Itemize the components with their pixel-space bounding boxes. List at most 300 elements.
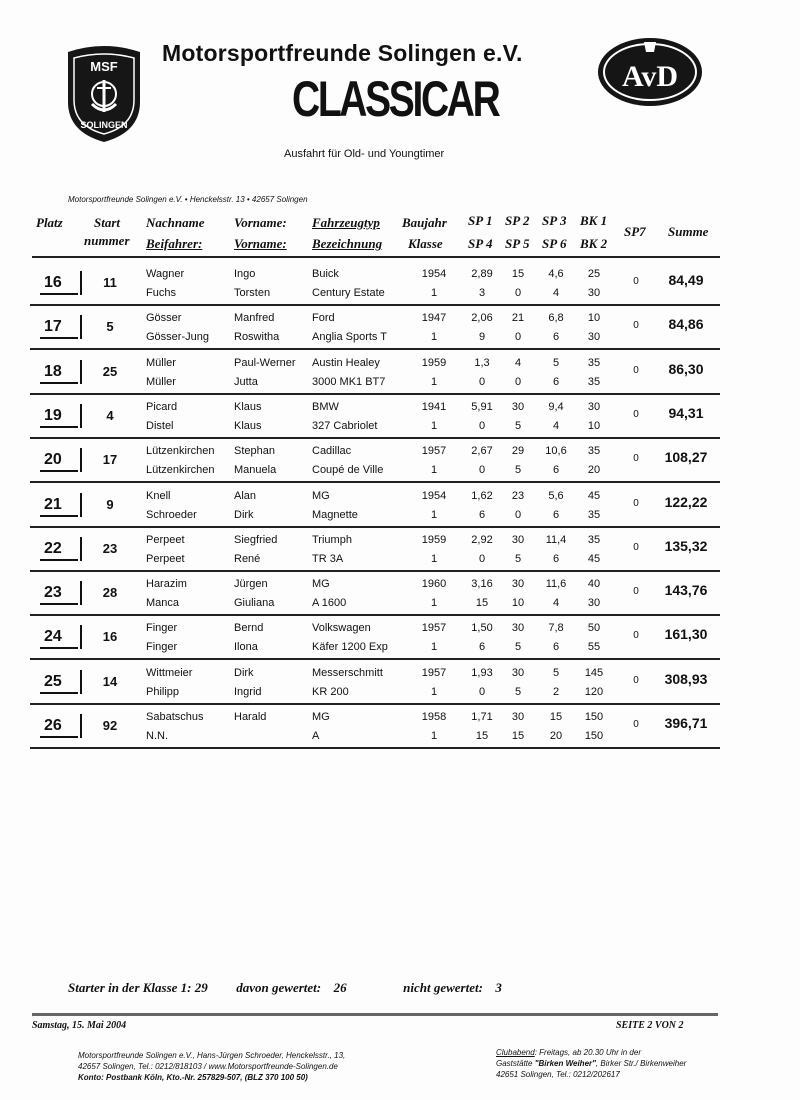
sp4-value: 9	[478, 331, 486, 344]
sp3-value: 15	[549, 711, 563, 723]
nachname-value: Müller	[146, 356, 176, 369]
beifahrer-value: Perpeet	[146, 552, 185, 565]
summe-value: 122,22	[664, 493, 708, 510]
startnummer-value: 16	[102, 629, 118, 645]
col-baujahr: Baujahr	[402, 215, 447, 230]
sp7-value: 0	[633, 364, 639, 376]
fahrzeugtyp-value: MG	[312, 711, 330, 723]
footer-right-line-3: 42651 Solingen, Tel.: 0212/202617	[496, 1070, 620, 1079]
sp6-value: 6	[552, 331, 560, 344]
sp2-value: 30	[511, 666, 525, 679]
platz-underline	[40, 337, 78, 339]
footer-right-line-2b: "Birken Weiher"	[534, 1059, 596, 1068]
nachname-value: Gösser	[146, 312, 182, 325]
sp3-value: 11,4	[545, 533, 567, 546]
sp6-value: 2	[552, 685, 560, 698]
summe-value: 86,30	[668, 360, 704, 377]
sp7-value: 0	[633, 674, 639, 686]
col-nachname: Nachname	[146, 215, 205, 230]
beifahrer-value: Lützenkirchen	[146, 464, 215, 477]
baujahr-value: 1954	[421, 268, 447, 280]
sp2-value: 30	[511, 622, 525, 635]
klasse-value: 1	[430, 287, 438, 299]
col-bezeichnung: Bezeichnung	[312, 236, 383, 251]
bk1-value: 35	[587, 356, 601, 369]
event-title: CLASSICAR	[292, 71, 499, 127]
sp6-value: 6	[552, 464, 560, 477]
sp3-value: 7,8	[548, 622, 564, 635]
sp1-value: 5,91	[471, 400, 493, 413]
bk2-value: 120	[584, 685, 604, 698]
summe-value: 84,49	[668, 272, 704, 288]
sp6-value: 6	[552, 641, 560, 654]
platz-underline	[40, 692, 78, 694]
bezeichnung-value: TR 3A	[312, 552, 344, 565]
sp7-value: 0	[633, 276, 639, 287]
fahrzeugtyp-value: Austin Healey	[312, 356, 380, 369]
sp5-value: 0	[514, 508, 522, 521]
platz-underline	[40, 559, 78, 561]
summe-value: 94,31	[668, 404, 704, 421]
vorname-value: Jürgen	[234, 578, 268, 591]
bk2-value: 35	[587, 508, 601, 521]
startnummer-value: 92	[102, 718, 118, 733]
bk1-value: 30	[587, 400, 601, 413]
footer-left-line-3: Konto: Postbank Köln, Kto.-Nr. 257829-507, (BLZ 370 100 50)	[78, 1073, 308, 1082]
sp3-value: 5,6	[548, 489, 564, 502]
sp6-value: 4	[552, 287, 560, 299]
platz-box	[38, 581, 82, 605]
vorname-value: Stephan	[234, 445, 275, 458]
platz-tick	[80, 625, 82, 649]
col-sp7: SP7	[624, 224, 646, 239]
baujahr-value: 1959	[421, 533, 447, 546]
platz-box	[38, 493, 82, 517]
sp3-value: 4,6	[548, 268, 564, 280]
sp2-value: 21	[511, 312, 525, 325]
vorname-value: Paul-Werner	[234, 356, 296, 369]
platz-underline	[40, 470, 78, 472]
col-start: Start	[94, 215, 121, 230]
col-bk1: BK 1	[580, 213, 608, 228]
bezeichnung-value: Century Estate	[312, 287, 385, 299]
col-fahrzeugtyp: Fahrzeugtyp	[312, 215, 380, 230]
sp1-value: 1,93	[471, 666, 493, 679]
vorname-beifahrer-value: Torsten	[234, 287, 271, 299]
platz-tick	[80, 493, 82, 517]
klasse-value: 1	[430, 331, 438, 344]
beifahrer-value: Finger	[146, 641, 178, 654]
sp5-value: 0	[514, 375, 522, 388]
fahrzeugtyp-value: Ford	[312, 312, 335, 325]
platz-tick	[80, 404, 82, 428]
platz-value: 26	[44, 717, 62, 734]
bk2-value: 45	[587, 552, 601, 565]
bk2-value: 10	[587, 419, 601, 432]
col-vorname-beifahrer: Vorname:	[234, 236, 287, 251]
sp1-value: 1,3	[474, 356, 490, 369]
startnummer-value: 4	[106, 407, 114, 423]
col-summe: Summe	[668, 224, 709, 239]
summe-value: 161,30	[664, 626, 708, 643]
fahrzeugtyp-value: Buick	[312, 268, 339, 280]
table-row	[30, 570, 720, 616]
bezeichnung-value: A 1600	[312, 597, 347, 610]
beifahrer-value: Fuchs	[146, 287, 176, 299]
table-row	[30, 437, 720, 483]
sp1-value: 2,06	[471, 312, 493, 325]
nachname-value: Wittmeier	[146, 666, 193, 679]
platz-tick	[80, 670, 82, 694]
vorname-beifahrer-value: Giuliana	[234, 597, 275, 610]
sp1-value: 1,71	[471, 711, 493, 723]
starter-summary	[68, 980, 502, 996]
fahrzeugtyp-value: Cadillac	[312, 445, 352, 458]
fahrzeugtyp-value: Volkswagen	[312, 622, 371, 635]
clubabend-label: Clubabend	[496, 1048, 535, 1057]
platz-tick	[80, 271, 82, 295]
fahrzeugtyp-value: Messerschmitt	[312, 666, 383, 679]
sp4-value: 6	[478, 641, 486, 654]
table-row	[30, 703, 720, 749]
startnummer-value: 11	[103, 275, 117, 290]
platz-underline	[40, 293, 78, 295]
col-startnummer: nummer	[84, 233, 130, 248]
platz-tick	[80, 360, 82, 384]
vorname-beifahrer-value: Manuela	[234, 464, 277, 477]
baujahr-value: 1957	[421, 445, 447, 458]
starter-value: 29	[194, 980, 208, 995]
bk1-value: 10	[587, 312, 601, 325]
vorname-beifahrer-value: Jutta	[234, 375, 258, 388]
baujahr-value: 1957	[421, 666, 447, 679]
summe-value: 108,27	[664, 449, 708, 466]
address-line: Motorsportfreunde Solingen e.V. • Henckelsstr. 13 • 42657 Solingen	[68, 195, 308, 204]
baujahr-value: 1959	[421, 356, 447, 369]
baujahr-value: 1947	[421, 312, 447, 325]
vorname-value: Klaus	[234, 400, 262, 413]
sp4-value: 0	[478, 552, 486, 565]
sp4-value: 0	[478, 419, 486, 432]
vorname-value: Manfred	[234, 312, 275, 325]
sp3-value: 9,4	[548, 400, 564, 413]
beifahrer-value: Gösser-Jung	[146, 331, 209, 344]
sp4-value: 3	[478, 287, 486, 299]
sp7-value: 0	[633, 541, 639, 553]
sp5-value: 10	[511, 597, 525, 610]
gewertet-value: 26	[333, 980, 347, 995]
bk1-value: 145	[584, 666, 604, 679]
bezeichnung-value: Anglia Sports T	[312, 331, 388, 344]
klasse-value: 1	[430, 730, 438, 742]
klasse-value: 1	[430, 597, 438, 610]
bk2-value: 30	[587, 597, 601, 610]
fahrzeugtyp-value: MG	[312, 489, 330, 502]
table-row	[30, 393, 720, 439]
col-platz: Platz	[36, 215, 63, 230]
platz-tick	[80, 315, 82, 339]
table-row	[30, 349, 720, 395]
footer-page-number: SEITE 2 VON 2	[616, 1020, 684, 1031]
vorname-value: Ingo	[234, 268, 256, 280]
bezeichnung-value: Coupé de Ville	[312, 464, 384, 477]
sp2-value: 4	[514, 356, 522, 369]
sp6-value: 4	[552, 419, 560, 432]
bk1-value: 35	[587, 533, 601, 546]
sp1-value: 2,89	[471, 268, 493, 280]
startnummer-value: 25	[102, 363, 118, 379]
nachname-value: Picard	[146, 400, 178, 413]
platz-value: 22	[44, 539, 62, 557]
sp3-value: 5	[552, 666, 560, 679]
sp2-value: 29	[511, 445, 525, 458]
sp2-value: 15	[511, 268, 525, 280]
footer-right-line-2c: , Birker Str./ Birkenweiher	[595, 1059, 687, 1068]
vorname-beifahrer-value: Dirk	[234, 508, 254, 521]
klasse-value: 1	[430, 464, 438, 477]
table-row	[30, 304, 720, 350]
col-sp3: SP 3	[542, 213, 567, 228]
nachname-value: Finger	[146, 622, 178, 635]
sp7-value: 0	[633, 630, 639, 642]
sp3-value: 5	[552, 356, 560, 369]
sp4-value: 15	[475, 597, 489, 610]
bk1-value: 40	[587, 578, 601, 591]
platz-tick	[80, 537, 82, 561]
nicht-gewertet-label: nicht gewertet:	[403, 980, 483, 995]
platz-box	[38, 670, 82, 694]
sp5-value: 5	[514, 464, 522, 477]
avd-logo	[596, 36, 704, 108]
bk1-value: 35	[587, 445, 601, 458]
sp4-value: 0	[478, 685, 486, 698]
sp6-value: 20	[549, 730, 563, 742]
nachname-value: Perpeet	[146, 533, 185, 546]
platz-value: 16	[44, 274, 62, 291]
sp5-value: 0	[514, 331, 522, 344]
bk1-value: 45	[587, 489, 601, 502]
baujahr-value: 1960	[421, 578, 447, 591]
bk1-value: 150	[584, 711, 604, 723]
footer-left-line-1: Motorsportfreunde Solingen e.V., Hans-Jürgen Schroeder, Henckelsstr., 13,	[78, 1051, 346, 1060]
platz-underline	[40, 515, 78, 517]
summe-value: 84,86	[668, 316, 704, 333]
footer-left-line-2: 42657 Solingen, Tel.: 0212/818103 / www.Motorsportfreunde-Solingen.de	[78, 1062, 338, 1071]
platz-underline	[40, 736, 78, 738]
sp3-value: 6,8	[548, 312, 564, 325]
sp6-value: 6	[552, 375, 560, 388]
col-bk2: BK 2	[580, 236, 608, 251]
nachname-value: Lützenkirchen	[146, 445, 215, 458]
gewertet-label: davon gewertet:	[236, 980, 322, 995]
sp5-value: 5	[514, 552, 522, 565]
beifahrer-value: Schroeder	[146, 508, 197, 521]
beifahrer-value: Manca	[146, 597, 180, 610]
col-sp1: SP 1	[468, 213, 493, 228]
startnummer-value: 5	[106, 319, 114, 335]
footer-right-line-1: : Freitags, ab 20.30 Uhr in der	[534, 1048, 641, 1057]
baujahr-value: 1957	[421, 622, 447, 635]
sp2-value: 30	[511, 711, 525, 723]
sp1-value: 1,62	[471, 489, 493, 502]
col-sp2: SP 2	[505, 213, 530, 228]
nachname-value: Knell	[146, 489, 171, 502]
sp5-value: 5	[514, 641, 522, 654]
platz-box	[38, 448, 82, 472]
col-vorname: Vorname:	[234, 215, 287, 230]
col-sp4: SP 4	[468, 236, 493, 251]
platz-value: 25	[44, 672, 62, 690]
platz-underline	[40, 426, 78, 428]
platz-box	[38, 271, 82, 295]
col-klasse: Klasse	[408, 236, 443, 251]
sp4-value: 15	[475, 730, 489, 742]
footer-club-address	[78, 1050, 345, 1083]
sp1-value: 3,16	[471, 578, 493, 591]
baujahr-value: 1958	[421, 711, 447, 723]
klasse-value: 1	[430, 685, 438, 698]
nachname-value: Wagner	[146, 268, 185, 280]
platz-box	[38, 714, 82, 738]
sp6-value: 6	[552, 508, 560, 521]
bk2-value: 35	[587, 375, 601, 388]
sp2-value: 30	[511, 400, 525, 413]
msf-logo-text: MSF	[90, 59, 118, 74]
avd-logo-text: AvD	[621, 60, 679, 93]
sp1-value: 1,50	[471, 622, 493, 635]
platz-value: 24	[44, 628, 62, 646]
bezeichnung-value: 327 Cabriolet	[312, 419, 378, 432]
beifahrer-value: Müller	[146, 375, 176, 388]
bk2-value: 55	[587, 641, 601, 654]
platz-tick	[80, 581, 82, 605]
fahrzeugtyp-value: Triumph	[312, 533, 352, 546]
platz-value: 19	[44, 406, 62, 424]
klasse-value: 1	[430, 375, 438, 388]
club-title: Motorsportfreunde Solingen e.V.	[162, 40, 523, 66]
sp7-value: 0	[633, 453, 639, 465]
bk1-value: 25	[587, 268, 601, 280]
summe-value: 143,76	[664, 582, 708, 599]
fahrzeugtyp-value: BMW	[312, 400, 339, 413]
platz-value: 17	[44, 318, 62, 336]
sp5-value: 0	[514, 287, 522, 299]
footer-clubabend	[496, 1047, 686, 1080]
footer-right-line-2a: Gaststätte	[496, 1059, 535, 1068]
nachname-value: Sabatschus	[146, 711, 204, 723]
klasse-value: 1	[430, 641, 438, 654]
nachname-value: Harazim	[146, 578, 187, 591]
msf-solingen-logo	[64, 44, 144, 144]
platz-box	[38, 360, 82, 384]
sp3-value: 11,6	[545, 578, 567, 591]
table-row	[30, 526, 720, 572]
startnummer-value: 28	[102, 585, 118, 601]
summe-value: 308,93	[664, 670, 708, 687]
vorname-value: Siegfried	[234, 533, 278, 546]
platz-box	[38, 625, 82, 649]
vorname-value: Bernd	[234, 622, 264, 635]
table-row	[30, 482, 720, 528]
sp6-value: 6	[552, 552, 560, 565]
platz-underline	[40, 603, 78, 605]
platz-box	[38, 537, 82, 561]
sp7-value: 0	[633, 719, 639, 730]
col-sp6: SP 6	[542, 236, 567, 251]
startnummer-value: 14	[102, 673, 118, 689]
sp6-value: 4	[552, 597, 560, 610]
sp7-value: 0	[633, 320, 639, 332]
sp3-value: 10,6	[545, 445, 567, 458]
table-row	[30, 614, 720, 660]
sp1-value: 2,67	[471, 445, 493, 458]
baujahr-value: 1954	[421, 489, 447, 502]
summe-value: 396,71	[664, 715, 708, 731]
bk2-value: 20	[587, 464, 601, 477]
bezeichnung-value: KR 200	[312, 685, 349, 698]
fahrzeugtyp-value: MG	[312, 578, 330, 591]
sp5-value: 15	[511, 730, 525, 742]
vorname-beifahrer-value: René	[234, 552, 261, 565]
sp4-value: 6	[478, 508, 486, 521]
startnummer-value: 9	[106, 496, 114, 512]
baujahr-value: 1941	[421, 400, 447, 413]
header-rule	[32, 256, 720, 258]
platz-value: 21	[44, 495, 62, 513]
bezeichnung-value: Magnette	[312, 508, 358, 521]
bk2-value: 30	[587, 331, 601, 344]
bk2-value: 30	[587, 287, 601, 299]
vorname-beifahrer-value: Ilona	[234, 641, 258, 654]
sp7-value: 0	[633, 497, 639, 509]
sp2-value: 30	[511, 578, 525, 591]
table-row	[30, 659, 720, 705]
beifahrer-value: N.N.	[146, 730, 168, 742]
platz-underline	[40, 382, 78, 384]
platz-tick	[80, 714, 82, 738]
sp5-value: 5	[514, 685, 522, 698]
klasse-value: 1	[430, 552, 438, 565]
vorname-beifahrer-value: Ingrid	[234, 685, 262, 698]
col-sp5: SP 5	[505, 236, 530, 251]
col-beifahrer: Beifahrer:	[146, 236, 203, 251]
platz-box	[38, 315, 82, 339]
sp4-value: 0	[478, 464, 486, 477]
table-row	[30, 260, 720, 306]
klasse-value: 1	[430, 508, 438, 521]
bk1-value: 50	[587, 622, 601, 635]
platz-tick	[80, 448, 82, 472]
klasse-value: 1	[430, 419, 438, 432]
bezeichnung-value: A	[312, 730, 320, 742]
starter-label: Starter in der Klasse 1:	[68, 980, 192, 995]
beifahrer-value: Philipp	[146, 685, 180, 698]
startnummer-value: 17	[102, 452, 118, 468]
nicht-gewertet-value: 3	[495, 980, 502, 995]
bezeichnung-value: 3000 MK1 BT7	[312, 375, 386, 388]
platz-value: 20	[44, 451, 62, 469]
sp2-value: 23	[511, 489, 525, 502]
bezeichnung-value: Käfer 1200 Exp	[312, 641, 388, 654]
vorname-beifahrer-value: Klaus	[234, 419, 262, 432]
vorname-value: Alan	[234, 489, 257, 502]
sp4-value: 0	[478, 375, 486, 388]
event-subtitle: Ausfahrt für Old- und Youngtimer	[284, 148, 445, 160]
solingen-logo-text: SOLINGEN	[80, 120, 128, 130]
sp2-value: 30	[511, 533, 525, 546]
platz-value: 23	[44, 584, 62, 602]
sp7-value: 0	[633, 408, 639, 420]
